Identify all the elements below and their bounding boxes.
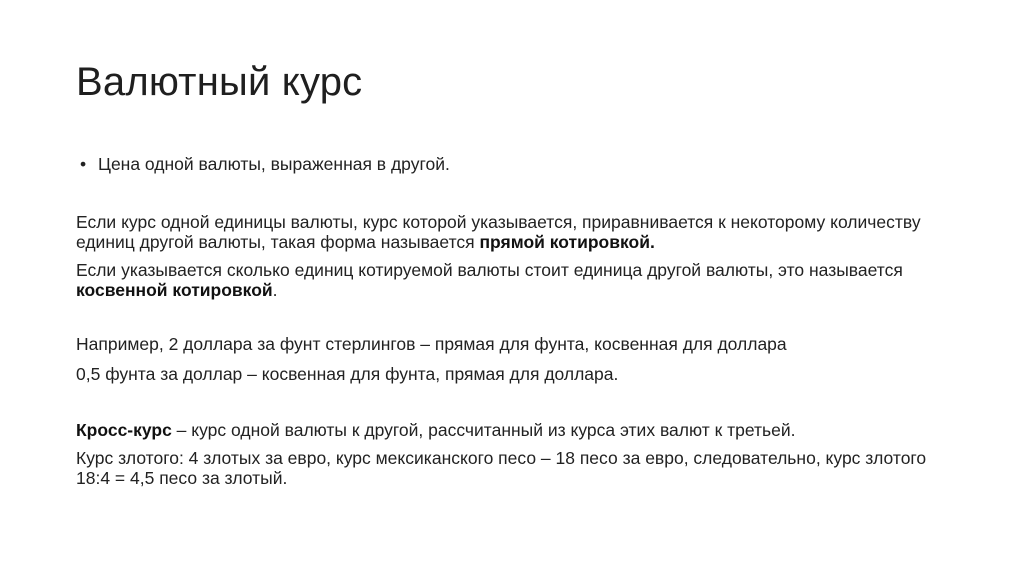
paragraph-indirect-quote-text: Если указывается сколько единиц котируемой валюты стоит единица другой валюты, это называется: [76, 260, 903, 280]
bullet-item: [80, 154, 960, 174]
term-indirect-quote: косвенной котировкой: [76, 280, 273, 300]
paragraph-indirect-quote-tail: .: [272, 280, 278, 300]
paragraph-direct-quote: [76, 212, 956, 252]
bullet-marker: •: [80, 154, 87, 174]
term-cross-rate: Кросс-курс: [76, 420, 172, 440]
slide-title: Валютный курс: [76, 60, 363, 104]
example-cross-rate: Курс злотого: 4 злотых за евро, курс мексиканского песо – 18 песо за евро, следовательно, курс злотого 18:4 = 4,5 песо за злотый.: [76, 448, 927, 488]
bullet-text: Цена одной валюты, выраженная в другой.: [98, 154, 450, 174]
paragraph-indirect-quote: [76, 260, 956, 300]
paragraph-direct-quote-text: Если курс одной единицы валюты, курс которой указывается, приравнивается к некоторому количеству единиц другой валюты, такая форма называется: [76, 212, 921, 252]
example-line-2: 0,5 фунта за доллар – косвенная для фунта, прямая для доллара.: [76, 364, 619, 384]
paragraph-cross-rate-text: – курс одной валюты к другой, рассчитанный из курса этих валют к третьей.: [171, 420, 796, 440]
paragraph-cross-rate: [76, 420, 956, 440]
term-direct-quote: прямой котировкой.: [479, 232, 655, 252]
example-line-1: Например, 2 доллара за фунт стерлингов – прямая для фунта, косвенная для доллара: [76, 334, 787, 354]
